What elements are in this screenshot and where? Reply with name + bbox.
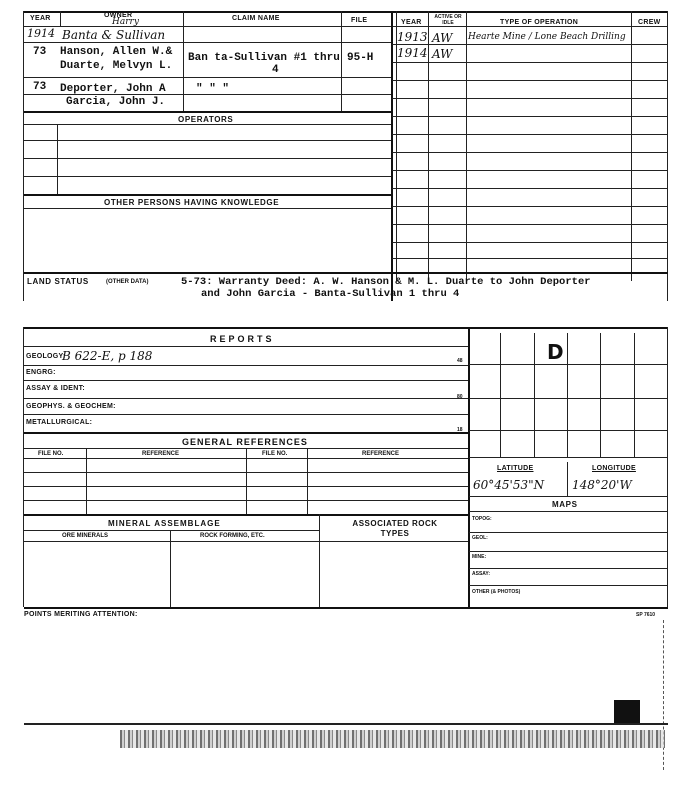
points-meriting-attention-label: POINTS MERITING ATTENTION:	[24, 611, 138, 618]
row2-year: 73	[33, 46, 47, 58]
metallurgical-num: 18	[457, 427, 463, 433]
geology-value: B 622-E, p 188	[62, 349, 153, 363]
row-rule	[24, 77, 391, 78]
refs-row	[24, 500, 468, 501]
spacer	[24, 22, 26, 24]
reference-label-1: REFERENCE	[142, 451, 180, 457]
mineral-col	[170, 530, 171, 607]
loc-grid-col	[567, 333, 568, 457]
latitude-label: LATITUDE	[497, 465, 534, 472]
maps-row	[469, 568, 667, 569]
operators-row	[24, 176, 391, 177]
col-divider	[466, 11, 467, 281]
refs-col	[307, 448, 308, 514]
maps-row	[469, 532, 667, 533]
reports-row	[24, 398, 468, 399]
reports-right-border	[667, 327, 668, 607]
header-claim-name: CLAIM NAME	[232, 15, 280, 22]
other-persons-label: OTHER PERSONS HAVING KNOWLEDGE	[104, 198, 280, 207]
op1-year: 1913	[397, 30, 428, 44]
maps-header-rule	[469, 511, 667, 512]
file-no-label-1: FILE NO.	[38, 451, 64, 457]
reports-title: REPORTS	[210, 334, 275, 344]
longitude-label: LONGITUDE	[592, 465, 636, 472]
other-data-label: (OTHER DATA)	[106, 279, 149, 285]
header-crew: CREW	[638, 19, 661, 26]
op-rule	[392, 44, 667, 45]
operators-col	[57, 124, 58, 194]
row3-year: 73	[33, 81, 47, 93]
op-rule	[392, 152, 667, 153]
op-rule	[392, 188, 667, 189]
header-year: YEAR	[30, 15, 51, 22]
scan-mark	[614, 700, 640, 724]
row2-owner-line1: Hanson, Allen W.&	[60, 46, 173, 58]
geology-label: GEOLOGY:	[26, 353, 66, 360]
mine-label: MINE:	[472, 554, 487, 560]
assay-label: ASSAY:	[472, 571, 491, 577]
reports-row	[24, 380, 468, 381]
associated-rock-types-label: ASSOCIATED ROCK TYPES	[352, 519, 438, 538]
geology-num: 48	[457, 358, 463, 364]
operators-rule	[24, 111, 391, 113]
header-active-idle: ACTIVE OR IDLE	[434, 14, 462, 26]
bottom-rule	[24, 723, 668, 725]
mineral-sub-rule	[24, 541, 468, 542]
land-status-line2: and John Garcia - Banta-Sullivan 1 thru 4	[201, 288, 460, 300]
op1-type: Hearte Mine / Lone Beach Drilling	[468, 32, 626, 42]
longitude-value: 148°20'W	[572, 478, 632, 492]
op2-status: AW	[432, 47, 453, 61]
reports-bottom-border	[24, 607, 668, 609]
row2-claim-line1: Ban ta-Sullivan #1 thru	[188, 52, 340, 64]
maps-label: MAPS	[552, 500, 578, 509]
mineral-header-rule	[24, 530, 319, 531]
other-persons-header-rule	[24, 208, 391, 209]
row1-year: 1914	[27, 27, 55, 40]
row-rule	[24, 94, 391, 95]
op-rule	[392, 258, 667, 259]
row2-owner-line2: Duarte, Melvyn L.	[60, 60, 173, 72]
row1-owner-note: Harry	[112, 17, 139, 27]
refs-col	[246, 448, 247, 514]
reports-left-border	[23, 327, 24, 607]
op-rule	[392, 224, 667, 225]
right-border	[667, 11, 668, 301]
loc-grid-col	[634, 333, 635, 457]
row3-claim-line1: " " "	[196, 83, 230, 95]
land-status-label: LAND STATUS	[27, 277, 89, 286]
op-rule	[392, 134, 667, 135]
operators-label: OPERATORS	[178, 115, 234, 124]
latlon-divider	[567, 462, 568, 496]
assay-ident-label: ASSAY & IDENT:	[26, 385, 86, 392]
operators-row	[24, 140, 391, 141]
row2-file: 95-H	[347, 52, 374, 64]
refs-row	[24, 486, 468, 487]
col-divider	[60, 11, 61, 26]
maps-row	[469, 551, 667, 552]
maps-row	[469, 585, 667, 586]
col-divider	[631, 11, 632, 281]
reports-row	[24, 365, 468, 366]
op-rule	[392, 98, 667, 99]
scan-noise-band	[120, 730, 665, 748]
col-divider	[341, 11, 342, 111]
op-rule	[392, 242, 667, 243]
general-references-label: GENERAL REFERENCES	[182, 437, 308, 447]
op2-year: 1914	[397, 46, 428, 60]
op-rule	[392, 62, 667, 63]
geophys-label: GEOPHYS. & GEOCHEM:	[26, 403, 116, 410]
header-year-2: YEAR	[401, 19, 422, 26]
loc-grid-row	[469, 430, 667, 431]
op-rule	[392, 170, 667, 171]
rock-forming-label: ROCK FORMING, ETC.	[200, 533, 265, 539]
grid-mark: D	[547, 340, 564, 364]
latitude-value: 60°45'53"N	[473, 478, 545, 492]
land-status-line1: 5-73: Warranty Deed: A. W. Hanson & M. L. Duarte to John Deporter	[181, 276, 591, 288]
reference-label-2: REFERENCE	[362, 451, 400, 457]
other-persons-rule	[24, 194, 391, 196]
header-owner: OWNER	[104, 12, 133, 19]
loc-grid-row	[469, 398, 667, 399]
op-rule	[392, 116, 667, 117]
op-rule	[392, 206, 667, 207]
header-file: FILE	[351, 17, 368, 24]
operators-header-rule	[24, 124, 391, 125]
other-photos-label: OTHER (& PHOTOS)	[472, 589, 521, 595]
land-status-rule	[24, 272, 668, 274]
col-divider	[183, 11, 184, 111]
loc-grid-row	[469, 457, 667, 458]
header-type-of-operation: TYPE OF OPERATION	[500, 19, 579, 26]
refs-bottom	[24, 514, 468, 516]
reports-row	[24, 432, 468, 434]
file-no-label-2: FILE NO.	[262, 451, 288, 457]
op1-status: AW	[432, 31, 453, 45]
refs-col	[86, 448, 87, 514]
metallurgical-label: METALLURGICAL:	[26, 419, 93, 426]
engrg-label: ENGRG:	[26, 369, 56, 376]
row1-owner: Banta & Sullivan	[62, 28, 166, 42]
loc-grid-row	[469, 364, 667, 365]
ore-minerals-label: ORE MINERALS	[62, 533, 109, 539]
reports-top-border	[24, 327, 668, 329]
reports-divider	[468, 327, 470, 607]
mineral-col	[319, 514, 320, 607]
row2-claim-line2: 4	[272, 64, 279, 76]
loc-grid-col	[600, 333, 601, 457]
operators-row	[24, 158, 391, 159]
reports-row	[24, 414, 468, 415]
assay-num: 80	[457, 394, 463, 400]
reports-title-rule	[24, 346, 468, 347]
maps-rule	[469, 496, 667, 497]
refs-row	[24, 472, 468, 473]
loc-grid-col	[534, 333, 535, 457]
row3-owner-line2: Garcia, John J.	[66, 96, 166, 108]
op-rule	[392, 80, 667, 81]
left-border	[23, 11, 24, 301]
loc-grid-col	[500, 333, 501, 457]
topog-label: TOPOG:	[472, 516, 492, 522]
row-rule	[24, 42, 391, 43]
row3-owner-line1: Deporter, John A	[60, 83, 166, 95]
mineral-assemblage-label: MINERAL ASSEMBLAGE	[108, 519, 221, 528]
form-code: SP 7610	[636, 612, 656, 618]
geol-label: GEOL:	[472, 535, 488, 541]
col-divider	[428, 11, 429, 281]
